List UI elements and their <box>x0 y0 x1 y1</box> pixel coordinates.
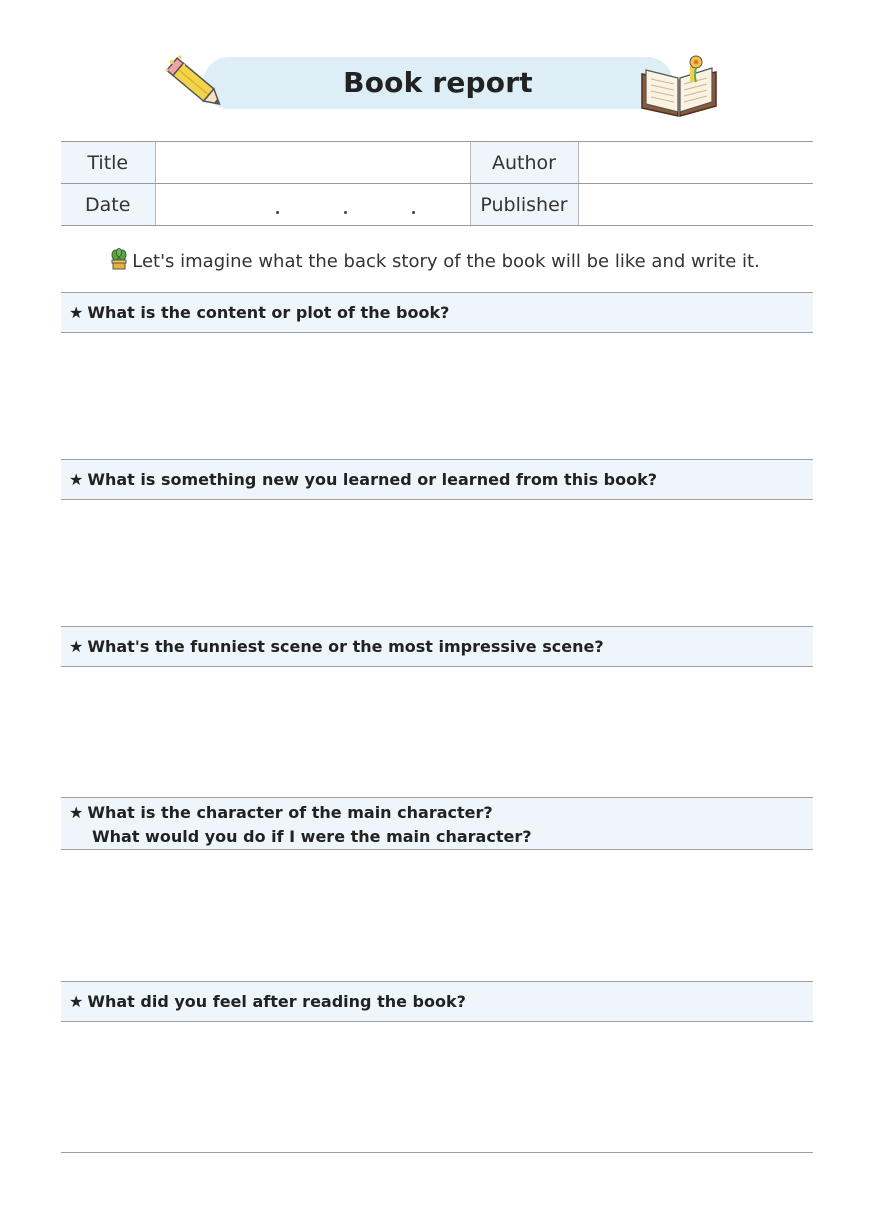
star-icon: ★ <box>69 470 84 489</box>
title-field[interactable] <box>155 142 470 184</box>
author-label: Author <box>470 142 578 184</box>
pencil-icon <box>158 52 238 116</box>
date-separator-dot <box>276 211 279 214</box>
question-1-header <box>61 292 813 333</box>
question-4-header <box>61 797 813 850</box>
question-5-text: What did you feel after reading the book? <box>87 992 466 1011</box>
publisher-field[interactable] <box>578 184 813 226</box>
star-icon: ★ <box>69 992 84 1011</box>
question-3-text: What's the funniest scene or the most impressive scene? <box>87 637 604 656</box>
publisher-label: Publisher <box>470 184 578 226</box>
plant-icon <box>110 248 128 270</box>
question-1-text: What is the content or plot of the book? <box>87 303 450 322</box>
author-field[interactable] <box>578 142 813 184</box>
info-row-date <box>61 184 813 226</box>
instruction-text: Let's imagine what the back story of the book will be like and write it. <box>132 251 760 272</box>
date-field[interactable] <box>155 184 470 226</box>
question-4-text: What is the character of the main character? <box>87 803 493 822</box>
bottom-rule <box>61 1152 813 1153</box>
star-icon: ★ <box>69 303 84 322</box>
question-5-header <box>61 981 813 1022</box>
open-book-icon <box>636 52 722 122</box>
date-separator-dot <box>412 211 415 214</box>
question-2-header <box>61 459 813 500</box>
question-2-text: What is something new you learned or learned from this book? <box>87 470 658 489</box>
page-title: Book report <box>343 66 533 99</box>
star-icon: ★ <box>69 637 84 656</box>
instruction-line <box>0 248 870 272</box>
question-3-header <box>61 626 813 667</box>
title-label: Title <box>61 142 155 184</box>
info-row-title <box>61 142 813 184</box>
star-icon: ★ <box>69 803 84 822</box>
date-separator-dot <box>344 211 347 214</box>
question-4-text-line2: What would you do if I were the main character? <box>92 827 532 846</box>
date-label: Date <box>61 184 155 226</box>
book-info-table <box>61 141 813 226</box>
